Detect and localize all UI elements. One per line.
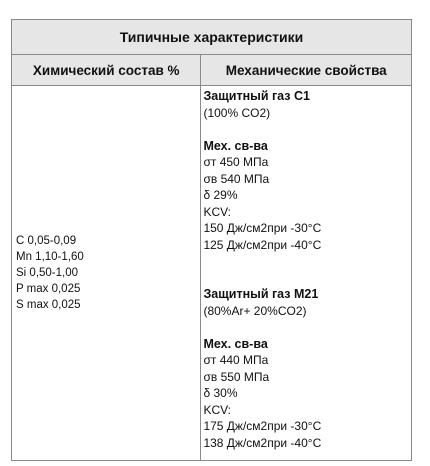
gas-m21-kcv-2: 138 Дж/см2при -40°C xyxy=(203,435,322,450)
spacer xyxy=(203,253,411,286)
gas-m21-heading: Защитный газ M21 xyxy=(203,287,319,301)
gas-c1-tensile: σв 540 МПа xyxy=(203,171,270,186)
chemical-composition-cell xyxy=(12,86,201,461)
gas-c1-yield: σт 450 МПа xyxy=(203,155,269,169)
gas-m21-props-heading: Мех. св-ва xyxy=(203,336,268,351)
mechanical-properties-cell xyxy=(201,86,412,461)
gas-c1-props-heading: Мех. св-ва xyxy=(203,138,268,153)
gas-m21-kcv-1: 175 Дж/см2при -30°C xyxy=(203,419,322,433)
gas-c1-kcv-label: KCV: xyxy=(203,204,232,219)
gas-m21-kcv-label: KCV: xyxy=(203,402,232,417)
gas-m21-elongation: δ 30% xyxy=(203,386,238,400)
spacer xyxy=(203,121,411,138)
gas-c1-elongation: δ 29% xyxy=(203,188,238,202)
header-row xyxy=(12,55,412,86)
chem-carbon: С 0,05-0,09 xyxy=(16,235,77,247)
gas-m21-mix: (80%Ar+ 20%CO2) xyxy=(203,303,307,318)
chem-sulfur: S max 0,025 xyxy=(16,299,81,311)
gas-c1-mix: (100% CO2) xyxy=(203,105,271,120)
body-row xyxy=(12,86,412,461)
header-chemical: Химический состав % xyxy=(12,55,201,86)
gas-c1-kcv-2: 125 Дж/см2при -40°C xyxy=(203,237,322,252)
characteristics-table xyxy=(11,19,412,461)
spacer xyxy=(203,319,411,336)
chem-manganese: Mn 1,10-1,60 xyxy=(16,251,84,263)
chem-silicon: Si 0,50-1,00 xyxy=(16,267,79,279)
gas-c1-kcv-1: 150 Дж/см2при -30°C xyxy=(203,221,322,235)
gas-c1-heading: Защитный газ C1 xyxy=(203,89,310,103)
chem-phosphorus: P max 0,025 xyxy=(16,283,81,295)
table-title: Типичные характеристики xyxy=(12,20,412,55)
gas-m21-yield: σт 440 МПа xyxy=(203,353,269,367)
gas-m21-tensile: σв 550 МПа xyxy=(203,369,270,384)
title-row xyxy=(12,20,412,55)
header-mechanical: Механические свойства xyxy=(201,55,412,86)
